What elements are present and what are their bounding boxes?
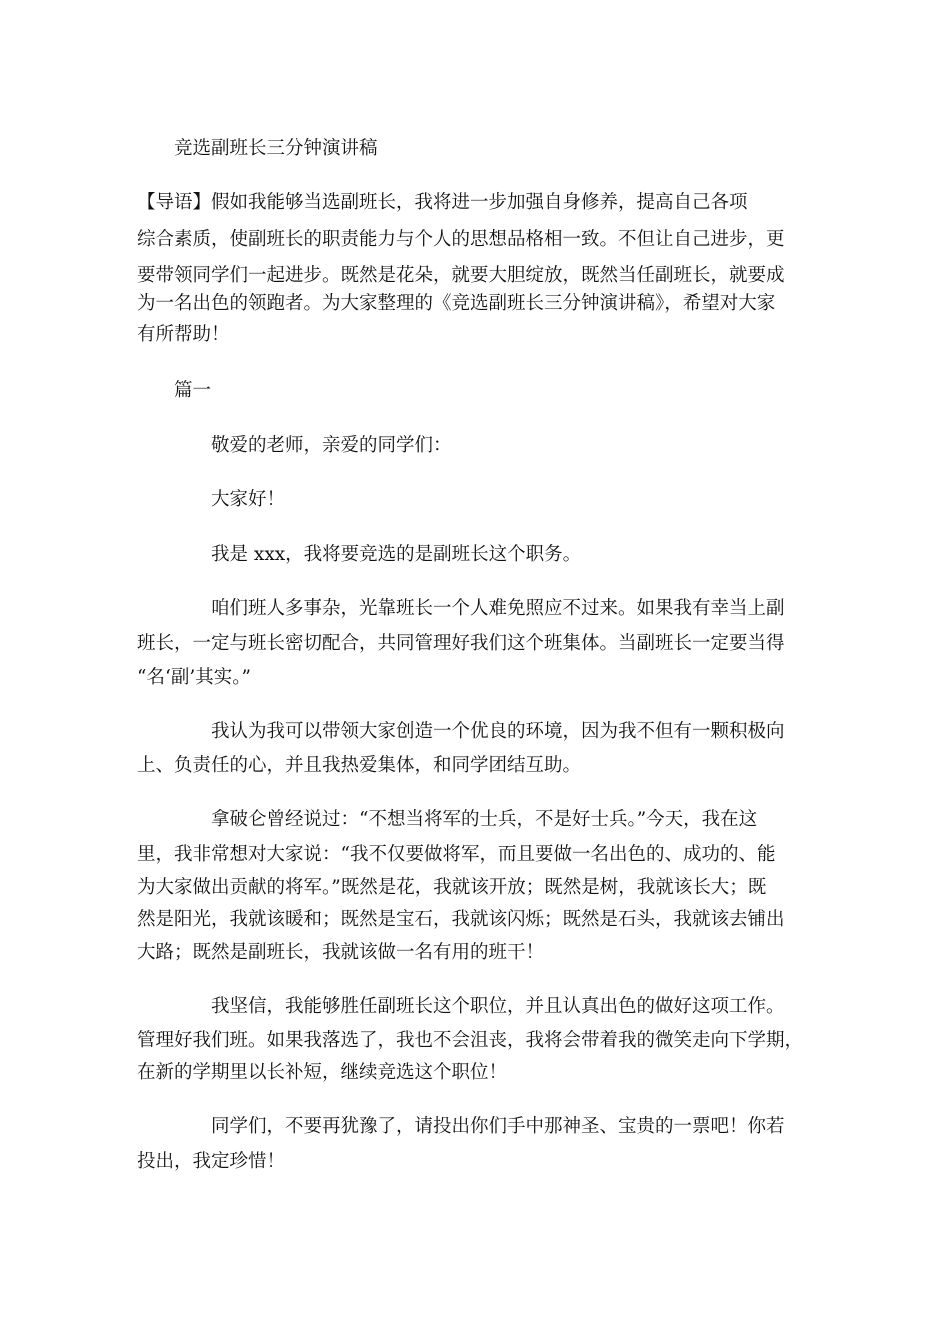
- paragraph-line: 管理好我们班。如果我落选了，我也不会沮丧，我将会带着我的微笑走向下学期，: [137, 1030, 804, 1051]
- intro-line: 综合素质，使副班长的职责能力与个人的思想品格相一致。不但让自己进步，更: [137, 229, 785, 250]
- paragraph-line: 里，我非常想对大家说：“我不仅要做将军，而且要做一名出色的、成功的、能: [137, 844, 776, 865]
- paragraph-line: 班长，一定与班长密切配合，共同管理好我们这个班集体。当副班长一定要当得: [137, 633, 785, 654]
- intro-line: 【导语】假如我能够当选副班长，我将进一步加强自身修养，提高自己各项: [137, 192, 748, 213]
- paragraph-line: 同学们，不要再犹豫了，请投出你们手中那神圣、宝贵的一票吧！你若: [211, 1116, 785, 1137]
- paragraph-line: 上、负责任的心，并且我热爱集体，和同学团结互助。: [137, 755, 582, 776]
- paragraph-line: “名‘副’其实。”: [137, 667, 251, 688]
- intro-line: 有所帮助！: [137, 324, 230, 345]
- paragraph-line: 在新的学期里以长补短，继续竞选这个职位！: [137, 1062, 508, 1083]
- section-heading: 篇一: [174, 380, 212, 401]
- paragraph-line: 拿破仑曾经说过：“不想当将军的士兵，不是好士兵。”今天，我在这: [211, 809, 758, 830]
- paragraph-line: 我认为我可以带领大家创造一个优良的环境，因为我不但有一颗积极向: [211, 721, 785, 742]
- paragraph-line: 咱们班人多事杂，光靠班长一个人难免照应不过来。如果我有幸当上副: [211, 598, 785, 619]
- paragraph-line: 为大家做出贡献的将军。”既然是花，我就该开放；既然是树，我就该长大；既: [137, 877, 767, 898]
- paragraph-line: 投出，我定珍惜！: [137, 1151, 286, 1172]
- intro-line: 要带领同学们一起进步。既然是花朵，就要大胆绽放，既然当任副班长，就要成: [137, 265, 785, 286]
- paragraph-line: 敬爱的老师，亲爱的同学们：: [211, 435, 452, 456]
- paragraph-line: 大家好！: [211, 489, 286, 510]
- document-title: 竞选副班长三分钟演讲稿: [174, 138, 378, 159]
- paragraph-line: 大路；既然是副班长，我就该做一名有用的班干！: [137, 942, 545, 963]
- paragraph-line: 然是阳光，我就该暖和；既然是宝石，我就该闪烁；既然是石头，我就该去铺出: [137, 909, 785, 930]
- paragraph-line: 我是 xxx，我将要竞选的是副班长这个职务。: [211, 544, 582, 565]
- intro-line: 为一名出色的领跑者。为大家整理的《竞选副班长三分钟演讲稿》，希望对大家: [137, 293, 776, 314]
- paragraph-line: 我坚信，我能够胜任副班长这个职位，并且认真出色的做好这项工作。: [211, 996, 785, 1017]
